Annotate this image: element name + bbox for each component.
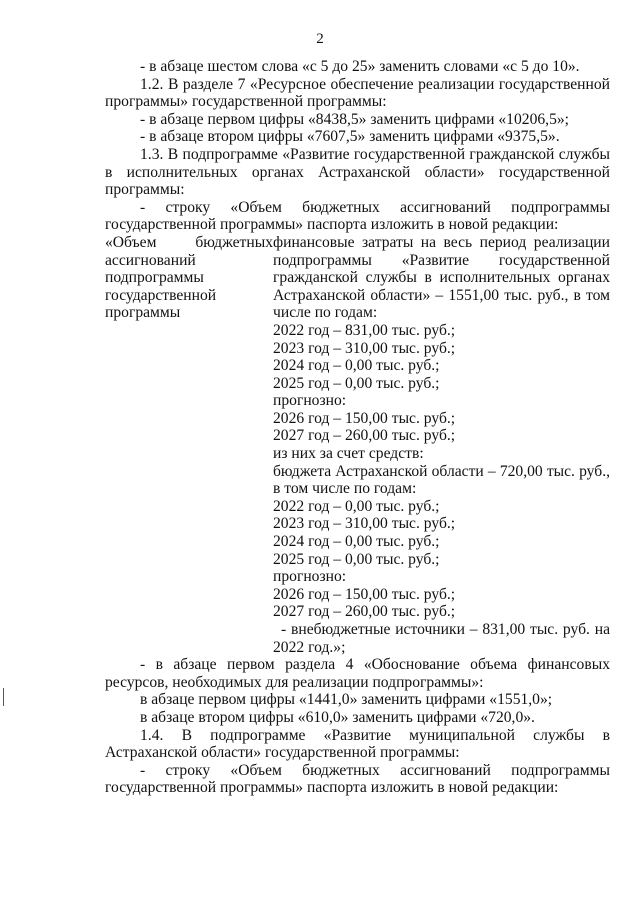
paragraph-4: - в абзаце втором цифры «7607,5» заменить цифрами «9375,5». — [140, 128, 560, 146]
table-row: 2025 год – 0,00 тыс. руб.; — [273, 550, 440, 568]
table-row: 2023 год – 310,00 тыс. руб.; — [273, 339, 456, 357]
margin-mark — [3, 688, 4, 706]
table-left-column — [105, 234, 273, 656]
table-row: - внебюджетные источники – 831,00 тыс. руб. на 2022 год.»; — [273, 621, 610, 656]
page-number: 2 — [316, 31, 324, 47]
table-row: 2023 год – 310,00 тыс. руб.; — [273, 515, 456, 533]
paragraph-9: в абзаце втором цифры «610,0» заменить цифрами «720,0». — [140, 708, 535, 726]
table-row: 2025 год – 0,00 тыс. руб.; — [273, 374, 440, 392]
paragraph-3: - в абзаце первом цифры «8438,5» заменить цифрами «10206,5»; — [140, 110, 569, 128]
paragraph-5: 1.3. В подпрограмме «Развитие государственной гражданской службы в исполнительных органах Астраханской области» государственной программы: — [105, 145, 610, 199]
paragraph-10: 1.4. В подпрограмме «Развитие муниципальной службы в Астраханской области» государственной программы: — [105, 726, 610, 762]
paragraph-1: - в абзаце шестом слова «с 5 до 25» заменить словами «с 5 до 10». — [140, 58, 580, 75]
paragraph-6: - строку «Объем бюджетных ассигнований подпрограммы государственной программы» паспорта изложить в новой редакции: — [105, 198, 610, 234]
table-row: 2026 год – 150,00 тыс. руб.; — [273, 409, 456, 427]
table-row: прогнозно: — [273, 392, 347, 410]
paragraph-8: в абзаце первом цифры «1441,0» заменить цифрами «1551,0»; — [140, 691, 553, 709]
table-row: финансовые затраты на весь период реализации подпрограммы «Развитие государственной гражданской службы в исполнительных органах Астраханской области» – 1551,00 тыс. руб., в том числе по годам: — [273, 233, 610, 322]
passport-table — [105, 234, 610, 656]
table-row: 2026 год – 150,00 тыс. руб.; — [273, 585, 456, 603]
table-row: 2022 год – 0,00 тыс. руб.; — [273, 497, 440, 515]
paragraph-11: - строку «Объем бюджетных ассигнований подпрограммы государственной программы» паспорта изложить в новой редакции: — [105, 761, 610, 797]
table-row: 2024 год – 0,00 тыс. руб.; — [273, 533, 440, 551]
table-row: из них за счет средств: — [273, 445, 424, 463]
table-right-column — [273, 234, 610, 656]
table-row: 2024 год – 0,00 тыс. руб.; — [273, 357, 440, 375]
paragraph-7: - в абзаце первом раздела 4 «Обоснование объема финансовых ресурсов, необходимых для реализации подпрограммы»: — [105, 656, 610, 691]
paragraph-2: 1.2. В разделе 7 «Ресурсное обеспечение реализации государственной программы» государственной программы: — [105, 75, 610, 111]
document-body — [105, 58, 610, 797]
table-row: бюджета Астраханской области – 720,00 тыс. руб., в том числе по годам: — [273, 462, 610, 498]
table-left-cell: «Объем бюджетных ассигнований подпрограммы государственной программы — [105, 233, 273, 322]
table-row: 2022 год – 831,00 тыс. руб.; — [273, 321, 456, 339]
table-row: 2027 год – 260,00 тыс. руб.; — [273, 427, 456, 445]
table-row: прогнозно: — [273, 568, 347, 586]
table-row: 2027 год – 260,00 тыс. руб.; — [273, 603, 456, 621]
